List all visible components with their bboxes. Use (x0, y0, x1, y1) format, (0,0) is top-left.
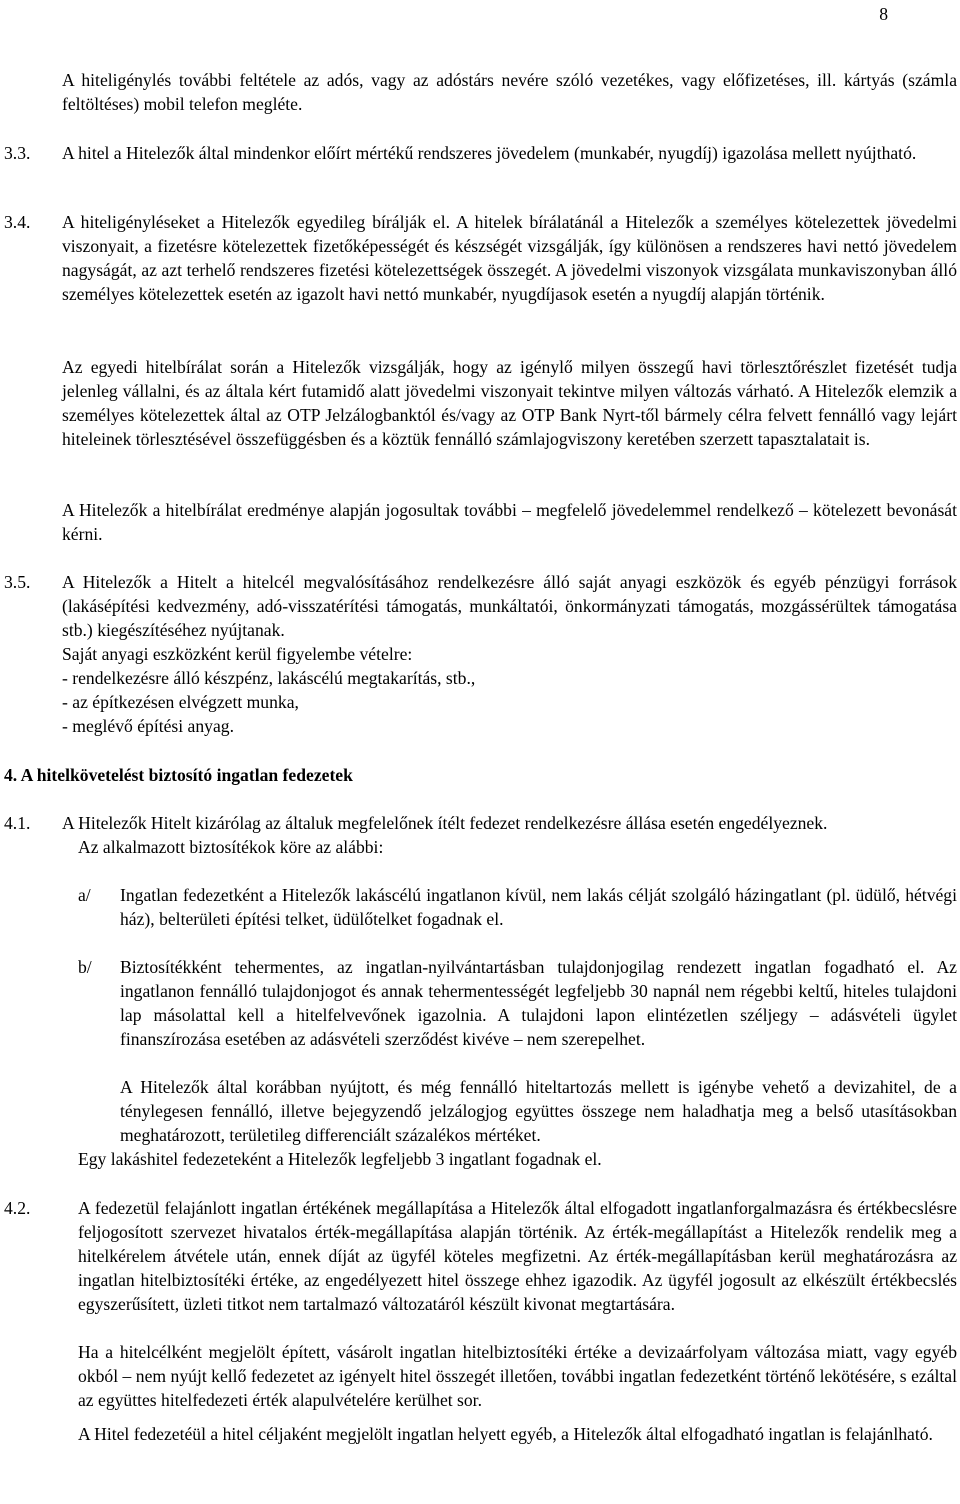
intro-paragraph: A hiteligénylés további feltétele az adós, vagy az adóstárs nevére szóló vezetékes, vagy előfizetéses, ill. kártyás (számla feltöltéses) mobil telefon megléte. (62, 70, 957, 114)
page-number: 8 (879, 4, 888, 24)
item-a-text: Ingatlan fedezetként a Hitelezők lakáscélú ingatlanon kívül, nem lakás célját szolgáló házingatlant (pl. üdülő, hétvégi ház), belterületi építési telket, üdülőtelket fogadnak el. (120, 885, 957, 929)
section-4-1-paragraph-1: A Hitelezők Hitelt kizárólag az általuk megfelelőnek ítélt fedezet rendelkezésre állása esetén engedélyeznek. (62, 813, 828, 833)
section-number-4-2: 4.2. (4, 1198, 31, 1218)
section-4-2-paragraph-1: A fedezetül felajánlott ingatlan értékének megállapítása a Hitelezők által elfogadott ingatlanforgalmazásra és értékbecslésre feljogosított szervezet hivatalos érték-megállapítása alapján történik. Az érték-megállapítást a Hitelezők rendelik meg a hitelkérelem átvétele után, ennek díját az ügyfél köteles megfizetni. Az érték-megállapításban kerül meghatározásra az ingatlan hitelbiztosítéki értéke, az engedélyezett hitel összege ehhez igazodik. Az ügyfél jogosult az elkészült értékbecslés egyszerűsített, üzleti titkot nem tartalmazó változatáról készült kivonat megtartására. (78, 1198, 957, 1314)
section-3-3-text: A hitel a Hitelezők által mindenkor előírt mértékű rendszeres jövedelem (munkabér, nyugdíj) igazolása mellett nyújtható. (62, 143, 917, 163)
item-b-text-1: Biztosítékként tehermentes, az ingatlan-nyilvántartásban tulajdonjogilag rendezett ingatlan fogadható el. Az ingatlanon fennálló tulajdonjogot és annak tehermentességét legfeljebb 30 napnál nem régebbi keltű, hiteles tulajdoni lap másolattal kell a hitelfelvevőnek igazolnia. A tulajdoni lapon elintézetlen széljegy – adásvételi ügylet finanszírozása esetében az adásvételi szerződést kivéve – nem szerepelhet. (120, 957, 957, 1049)
own-resources-list (62, 642, 957, 738)
own-resources-intro: Saját anyagi eszközként kerül figyelembe vételre: (62, 644, 413, 664)
list-item: - az építkezésen elvégzett munka, (62, 692, 299, 712)
item-a-label: a/ (78, 885, 91, 905)
section-3-4-paragraph-1: A hiteligényléseket a Hitelezők egyedileg bírálják el. A hitelek bírálatánál a Hitelezők a személyes kötelezettek jövedelmi viszonyait, a fizetésre kötelezettek fizetőképességét és készségét vizsgálják, így különösen a rendszeres havi nettó jövedelem nagyságát, az azt terhelő rendszeres fizetési kötelezettségek összegét. A jövedelmi viszonyok vizsgálata munkaviszonyban álló személyes kötelezettek esetén az igazolt havi nettó munkabér, nyugdíjasok esetén a nyugdíj alapján történik. (62, 212, 957, 304)
section-3-4-paragraph-3: A Hitelezők a hitelbírálat eredménye alapján jogosultak további – megfelelő jövedelemmel rendelkező – kötelezett bevonását kérni. (62, 500, 957, 544)
section-3-4-paragraph-2: Az egyedi hitelbírálat során a Hitelezők vizsgálják, hogy az igénylő milyen összegű havi törlesztőrészlet fizetését tudja jelenleg vállalni, és az általa kért futamidő alatt jövedelmi viszonyait tekintve milyen változás várható. A Hitelezők elemzik a személyes kötelezettek által az OTP Jelzálogbanktól és/vagy az OTP Bank Nyrt-től bármely célra felvett fennálló vagy lejárt hiteleinek törlesztésével összefüggésben és a köztük fennálló számlajogviszony keretében szerzett tapasztalatait is. (62, 357, 957, 449)
section-3-5-paragraph-1: A Hitelezők a Hitelt a hitelcél megvalósításához rendelkezésre álló saját anyagi eszközök és egyéb pénzügyi források (lakásépítési kedvezmény, adó-visszatérítési támogatás, munkáltatói, önkormányzati támogatás, mozgássérültek támogatása stb.) kiegészítéséhez nyújtanak. (62, 572, 957, 640)
section-number-3-5: 3.5. (4, 572, 31, 592)
list-item: - rendelkezésre álló készpénz, lakáscélú megtakarítás, stb., (62, 668, 476, 688)
section-number-4-1: 4.1. (4, 813, 31, 833)
section-number-3-4: 3.4. (4, 212, 31, 232)
section-4-1-paragraph-2: Az alkalmazott biztosítékok köre az alábbi: (78, 837, 384, 857)
item-b-label: b/ (78, 957, 92, 977)
section-4-heading: 4. A hitelkövetelést biztosító ingatlan fedezetek (4, 765, 353, 785)
list-item: - meglévő építési anyag. (62, 716, 234, 736)
item-b-text-2: A Hitelezők által korábban nyújtott, és még fennálló hiteltartozás mellett is igénybe vehető a devizahitel, de a ténylegesen fennálló, illetve bejegyzendő jelzálogjog együttes összege nem haladhatja meg a belső utasításokban meghatározott, területileg differenciált százalékos mértéket. (120, 1077, 957, 1145)
section-4-2-paragraph-3: A Hitel fedezetéül a hitel céljaként megjelölt ingatlan helyett egyéb, a Hitelezők által elfogadható ingatlan is felajánlható. (78, 1424, 933, 1444)
section-4-1-paragraph-3: Egy lakáshitel fedezeteként a Hitelezők legfeljebb 3 ingatlant fogadnak el. (78, 1149, 602, 1169)
section-number-3-3: 3.3. (4, 143, 31, 163)
section-4-2-paragraph-2: Ha a hitelcélként megjelölt épített, vásárolt ingatlan hitelbiztosítéki értéke a devizaárfolyam változása miatt, vagy egyéb okból – nem nyújt kellő fedezetet az igényelt hitel összegét illetően, további ingatlan fedezetként történő lekötésére, s ezáltal az együttes hitelfedezeti érték alapulvételére kerülhet sor. (78, 1342, 957, 1410)
